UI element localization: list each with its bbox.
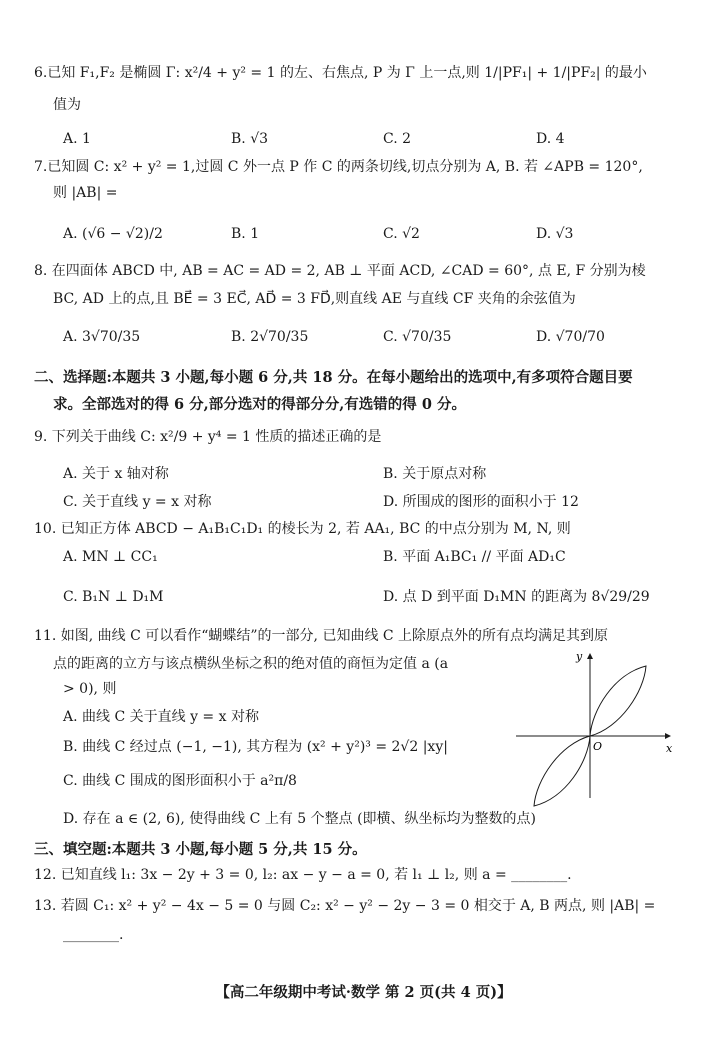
q10-stem: 10. 已知正方体 ABCD − A₁B₁C₁D₁ 的棱长为 2, 若 AA₁, BC 的中点分别为 M, N, 则 (34, 521, 571, 537)
q8-option-a: A. 3√70/35 (63, 329, 141, 345)
butterfly-curve-figure (508, 648, 708, 808)
q10-option-a: A. MN ⊥ CC₁ (63, 549, 158, 565)
curve-lobe-first-quadrant (590, 666, 646, 736)
q6-option-d: D. 4 (536, 131, 565, 147)
q9-option-b: B. 关于原点对称 (383, 466, 487, 482)
q8-option-b: B. 2√70/35 (231, 329, 309, 345)
q11-option-a: A. 曲线 C 关于直线 y = x 对称 (63, 709, 259, 725)
q10-option-c: C. B₁N ⊥ D₁M (63, 589, 164, 605)
q10-option-d: D. 点 D 到平面 D₁MN 的距离为 8√29/29 (383, 589, 650, 605)
q7-option-b: B. 1 (231, 226, 260, 242)
q7-stem: 7.已知圆 C: x² + y² = 1,过圆 C 外一点 P 作 C 的两条切线,切点分别为 A, B. 若 ∠APB = 120°, (34, 159, 643, 175)
q13-stem: 13. 若圆 C₁: x² + y² − 4x − 5 = 0 与圆 C₂: x² − y² − 2y − 3 = 0 相交于 A, B 两点, 则 |AB| = (34, 898, 656, 914)
q8-option-c: C. √70/35 (383, 329, 452, 345)
q11-option-b: B. 曲线 C 经过点 (−1, −1), 其方程为 (x² + y²)³ = 2√2 |xy| (63, 739, 448, 755)
q9-option-d: D. 所围成的图形的面积小于 12 (383, 494, 579, 510)
q7-option-a: A. (√6 − √2)/2 (63, 226, 163, 242)
q7-option-d: D. √3 (536, 226, 574, 242)
q9-option-c: C. 关于直线 y = x 对称 (63, 494, 212, 510)
q11-option-d: D. 存在 a ∈ (2, 6), 使得曲线 C 上有 5 个整点 (即横、纵坐标均为整数的点) (63, 811, 537, 827)
q6-option-c: C. 2 (383, 131, 412, 147)
origin-label: O (593, 740, 603, 753)
q10-option-b: B. 平面 A₁BC₁ // 平面 AD₁C (383, 549, 566, 565)
q6-stem: 6.已知 F₁,F₂ 是椭圆 Γ: x²/4 + y² = 1 的左、右焦点, P 为 Γ 上一点,则 1/|PF₁| + 1/|PF₂| 的最小 (34, 65, 647, 81)
q11-stem-cont: 点的距离的立方与该点横纵坐标之积的绝对值的商恒为定值 a (a (53, 656, 449, 672)
section2-heading-cont: 求。全部选对的得 6 分,部分选对的得部分分,有选错的得 0 分。 (53, 396, 466, 413)
q8-stem: 8. 在四面体 ABCD 中, AB = AC = AD = 2, AB ⊥ 平面 ACD, ∠CAD = 60°, 点 E, F 分别为棱 (34, 263, 646, 279)
q11-option-c: C. 曲线 C 围成的图形面积小于 a²π/8 (63, 773, 297, 789)
x-axis-label: x (666, 742, 673, 755)
q7-stem-cont: 则 |AB| = (53, 185, 118, 201)
q9-stem: 9. 下列关于曲线 C: x²/9 + y⁴ = 1 性质的描述正确的是 (34, 429, 382, 445)
curve-lobe-third-quadrant (534, 736, 590, 806)
q7-option-c: C. √2 (383, 226, 420, 242)
page-footer: 【高二年级期中考试·数学 第 2 页(共 4 页)】 (215, 984, 512, 1001)
q13-answer-blank: ________. (63, 927, 124, 943)
section2-heading: 二、选择题:本题共 3 小题,每小题 6 分,共 18 分。在每小题给出的选项中,有多项符合题目要 (34, 369, 633, 386)
y-axis-label: y (576, 650, 583, 663)
q9-option-a: A. 关于 x 轴对称 (63, 466, 169, 482)
q8-stem-cont: BC, AD 上的点,且 BE⃗ = 3 EC⃗, AD⃗ = 3 FD⃗,则直线 AE 与直线 CF 夹角的余弦值为 (53, 291, 576, 307)
q6-stem-cont: 值为 (53, 97, 81, 113)
q8-option-d: D. √70/70 (536, 329, 605, 345)
q11-stem-cont2: > 0), 则 (63, 681, 117, 697)
q6-option-b: B. √3 (231, 131, 269, 147)
section3-heading: 三、填空题:本题共 3 小题,每小题 5 分,共 15 分。 (34, 841, 367, 858)
q6-option-a: A. 1 (63, 131, 91, 147)
q11-stem: 11. 如图, 曲线 C 可以看作“蝴蝶结”的一部分, 已知曲线 C 上除原点外的所有点均满足其到原 (34, 628, 609, 644)
q12-stem: 12. 已知直线 l₁: 3x − 2y + 3 = 0, l₂: ax − y − a = 0, 若 l₁ ⊥ l₂, 则 a = ________. (34, 867, 572, 883)
